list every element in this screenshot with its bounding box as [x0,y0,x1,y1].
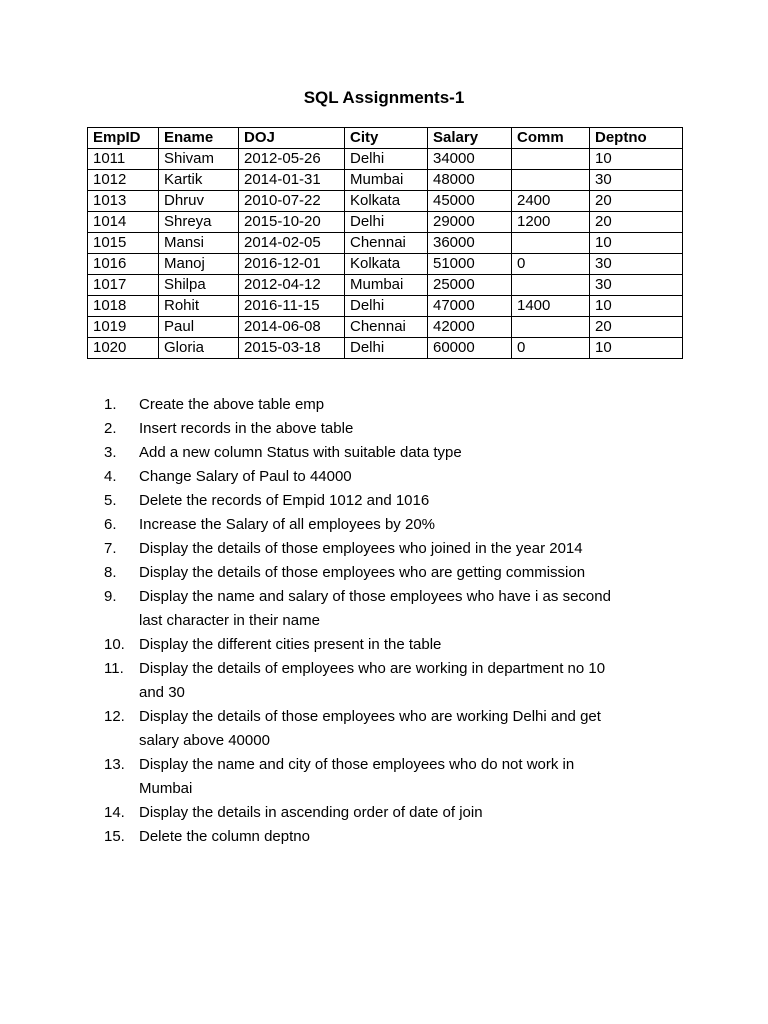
list-item [0,441,669,465]
document-title: SQL Assignments-1 [303,88,465,107]
list-item [0,417,669,441]
cell-empid: 1012 [88,170,159,191]
list-item-text: Display the different cities present in the table [139,636,442,653]
cell-salary: 51000 [428,254,512,275]
cell-empid: 1014 [88,212,159,233]
cell-doj: 2014-06-08 [239,317,345,338]
column-header-ename: Ename [159,128,239,149]
list-item-number: 14. [104,804,125,821]
cell-doj: 2016-11-15 [239,296,345,317]
cell-deptno: 10 [590,338,683,359]
cell-deptno: 10 [590,149,683,170]
list-item-number: 9. [104,588,117,605]
list-item [0,513,669,537]
list-item-text: Add a new column Status with suitable data type [139,444,462,461]
table-row [88,338,683,359]
cell-doj: 2015-03-18 [239,338,345,359]
cell-salary: 47000 [428,296,512,317]
cell-empid: 1016 [88,254,159,275]
list-item-number: 1. [104,396,117,413]
table-row [88,212,683,233]
table-row [88,149,683,170]
list-item-text: Change Salary of Paul to 44000 [139,468,352,485]
cell-salary: 42000 [428,317,512,338]
cell-empid: 1020 [88,338,159,359]
list-item-text: salary above 40000 [139,732,270,749]
cell-ename: Gloria [159,338,239,359]
emp-table [87,127,683,359]
cell-deptno: 10 [590,233,683,254]
list-item-text: Display the details in ascending order of date of join [139,804,483,821]
list-item [0,585,669,633]
list-item-text: Increase the Salary of all employees by 20% [139,516,435,533]
cell-ename: Shreya [159,212,239,233]
list-item [0,489,669,513]
cell-deptno: 30 [590,254,683,275]
emp-table-body [88,149,683,359]
list-item-text: Delete the records of Empid 1012 and 1016 [139,492,430,509]
cell-ename: Shilpa [159,275,239,296]
list-item-text: and 30 [139,684,185,701]
list-item [0,753,669,801]
list-item-number: 4. [104,468,117,485]
list-item [0,801,669,825]
cell-ename: Dhruv [159,191,239,212]
cell-empid: 1019 [88,317,159,338]
cell-empid: 1013 [88,191,159,212]
cell-city: Delhi [345,296,428,317]
table-row [88,296,683,317]
cell-deptno: 10 [590,296,683,317]
cell-doj: 2010-07-22 [239,191,345,212]
list-item-text: Display the details of employees who are working in department no 10 [139,660,606,677]
table-row [88,233,683,254]
cell-comm: 0 [512,338,590,359]
list-item [0,537,669,561]
list-item [0,465,669,489]
cell-city: Delhi [345,149,428,170]
cell-comm: 2400 [512,191,590,212]
cell-doj: 2015-10-20 [239,212,345,233]
cell-comm [512,149,590,170]
table-row [88,317,683,338]
task-list [0,393,669,849]
cell-city: Kolkata [345,254,428,275]
cell-deptno: 20 [590,317,683,338]
cell-comm [512,170,590,191]
list-item-number: 11. [104,660,124,677]
cell-doj: 2012-05-26 [239,149,345,170]
cell-doj: 2016-12-01 [239,254,345,275]
cell-empid: 1017 [88,275,159,296]
column-header-deptno: Deptno [590,128,683,149]
list-item-number: 15. [104,828,125,845]
cell-comm [512,233,590,254]
list-item [0,561,669,585]
cell-comm: 1400 [512,296,590,317]
cell-city: Mumbai [345,170,428,191]
list-item-text: last character in their name [139,612,320,629]
cell-comm: 1200 [512,212,590,233]
cell-comm: 0 [512,254,590,275]
list-item-text: Delete the column deptno [139,828,310,845]
cell-deptno: 30 [590,170,683,191]
cell-ename: Rohit [159,296,239,317]
cell-empid: 1015 [88,233,159,254]
cell-salary: 29000 [428,212,512,233]
list-item [0,393,669,417]
list-item [0,705,669,753]
list-item [0,657,669,705]
cell-ename: Mansi [159,233,239,254]
cell-doj: 2014-02-05 [239,233,345,254]
list-item [0,825,669,849]
list-item-number: 5. [104,492,117,509]
table-row [88,191,683,212]
cell-ename: Kartik [159,170,239,191]
cell-doj: 2012-04-12 [239,275,345,296]
list-item-number: 3. [104,444,117,461]
list-item-text: Display the details of those employees who joined in the year 2014 [139,540,583,557]
table-row [88,170,683,191]
cell-salary: 48000 [428,170,512,191]
table-header-row [88,128,683,149]
column-header-comm: Comm [512,128,590,149]
table-row [88,254,683,275]
cell-salary: 60000 [428,338,512,359]
list-item-text: Display the name and salary of those employees who have i as second [139,588,611,605]
list-item [0,633,669,657]
cell-doj: 2014-01-31 [239,170,345,191]
list-item-number: 6. [104,516,117,533]
table-row [88,275,683,296]
list-item-text: Display the details of those employees who are getting commission [139,564,586,581]
list-item-text: Display the name and city of those employees who do not work in [139,756,575,773]
list-item-text: Mumbai [139,780,193,797]
list-item-number: 7. [104,540,117,557]
cell-deptno: 20 [590,191,683,212]
column-header-empid: EmpID [88,128,159,149]
column-header-salary: Salary [428,128,512,149]
list-item-text: Create the above table emp [139,396,325,413]
cell-city: Chennai [345,317,428,338]
list-item-number: 8. [104,564,117,581]
cell-ename: Manoj [159,254,239,275]
cell-ename: Paul [159,317,239,338]
list-item-number: 2. [104,420,117,437]
cell-salary: 36000 [428,233,512,254]
list-item-text: Insert records in the above table [139,420,354,437]
cell-comm [512,275,590,296]
cell-salary: 34000 [428,149,512,170]
cell-deptno: 30 [590,275,683,296]
list-item-number: 12. [104,708,125,725]
list-item-text: Display the details of those employees who are working Delhi and get [139,708,601,725]
column-header-doj: DOJ [239,128,345,149]
cell-city: Delhi [345,338,428,359]
cell-salary: 25000 [428,275,512,296]
list-item-number: 13. [104,756,125,773]
cell-empid: 1011 [88,149,159,170]
cell-city: Kolkata [345,191,428,212]
cell-city: Delhi [345,212,428,233]
cell-empid: 1018 [88,296,159,317]
cell-salary: 45000 [428,191,512,212]
cell-comm [512,317,590,338]
column-header-city: City [345,128,428,149]
list-item-number: 10. [104,636,125,653]
cell-city: Mumbai [345,275,428,296]
cell-deptno: 20 [590,212,683,233]
cell-ename: Shivam [159,149,239,170]
cell-city: Chennai [345,233,428,254]
